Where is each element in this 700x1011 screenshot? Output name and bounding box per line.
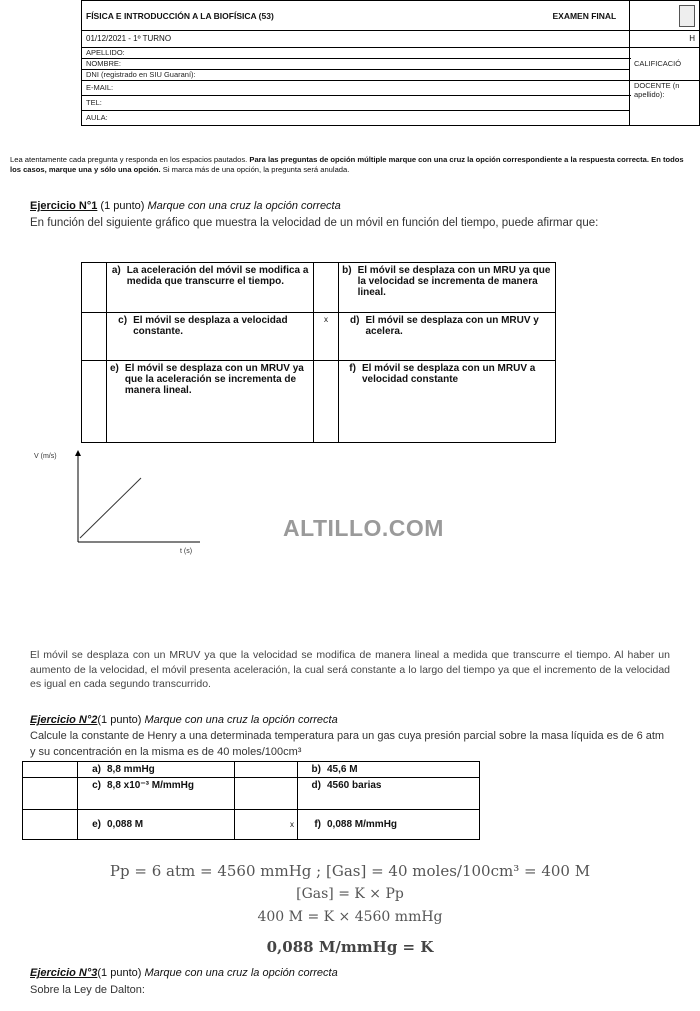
instructions-b: Para las preguntas de opción múltiple marque con una cruz la opción correspondiente a la respuesta correcta. En todos los casos, marque una y sólo una opción. (10, 155, 684, 174)
ex1-mark-b[interactable] (314, 263, 339, 313)
ex2-letter-c: c) (92, 780, 101, 791)
ex2-math-4: 0,088 M/mmHg = K (266, 938, 434, 956)
graph-y-arrow (75, 450, 81, 456)
ex1-instruction: Marque con una cruz la opción correcta (147, 200, 341, 212)
ex2-letter-d: d) (311, 780, 321, 791)
ex1-letter-d: d) (350, 315, 360, 326)
graph-xlabel: t (s) (180, 548, 193, 555)
ex1-option-d: El móvil se desplaza con un MRUV y acelera. (365, 315, 539, 337)
ex1-option-a: La aceleración del móvil se modifica a medida que transcurre el tiempo. (126, 265, 309, 287)
velocity-time-graph (30, 446, 210, 561)
ex2-heading (30, 714, 338, 726)
ex2-mark-f[interactable]: x (235, 810, 298, 840)
ex2-option-f: 0,088 M/mmHg (327, 819, 398, 830)
ex1-heading (30, 200, 341, 212)
right-letter: H (630, 31, 700, 48)
instructions-a: Lea atentamente cada pregunta y responda en los espacios pautados. (10, 155, 248, 164)
ex1-question: En función del siguiente gráfico que muestra la velocidad de un móvil en función del tiempo, puede afirmar que: (30, 217, 599, 229)
field-dni: DNI (registrado en SIU Guaraní): (82, 70, 630, 81)
field-nombre: NOMBRE: (82, 59, 630, 70)
field-email: E-MAIL: (82, 81, 630, 96)
ex1-options-table (81, 262, 556, 443)
instructions (10, 155, 690, 175)
exam-header (81, 0, 700, 126)
ex3-points: (1 punto) (97, 967, 145, 979)
ex3-title: Ejercicio N°3 (30, 967, 98, 979)
docente-label: DOCENTE (n apellido): (630, 81, 700, 126)
ex2-question: Calcule la constante de Henry a una determinada temperatura para un gas cuya presión parcial sobre la masa líquida es de 6 atm y su concentración en la misma es de 40 moles/100cm³ (30, 730, 665, 758)
ex2-math-2: [Gas] = K × Pp (296, 886, 404, 902)
ex2-letter-b: b) (311, 764, 321, 775)
course-title: FÍSICA E INTRODUCCIÓN A LA BIOFÍSICA (53) (86, 10, 274, 21)
ex2-options-table (22, 761, 480, 840)
ex1-letter-f: f) (349, 363, 356, 374)
watermark: ALTILLO.COM (283, 515, 444, 541)
ex1-option-c: El móvil se desplaza a velocidad constante. (133, 315, 288, 337)
calificacion-label: CALIFICACIÓ (630, 48, 700, 81)
ex1-letter-a: a) (111, 265, 121, 276)
field-apellido: APELLIDO: (82, 48, 630, 59)
ex1-option-b: El móvil se desplaza con un MRU ya que la velocidad se incrementa de manera lineal. (357, 265, 551, 298)
ex1-answer: El móvil se desplaza con un MRUV ya que la velocidad se modifica de manera lineal a medida que transcurre el tiempo. Al haber un aumento de la velocidad, el móvil presenta aceleración, la cual será constante a lo largo del tiempo ya que el incremento de la velocidad es igual en cada segundo transcurrido. (30, 649, 670, 690)
ex2-option-a: 8,8 mmHg (107, 764, 155, 775)
ex2-title: Ejercicio N°2 (30, 714, 98, 726)
field-aula: AULA: (82, 111, 630, 126)
ex1-letter-c: c) (118, 315, 128, 326)
graph-line (80, 478, 141, 538)
ex1-option-e: El móvil se desplaza con un MRUV ya que la aceleración se incrementa de manera lineal. (124, 363, 304, 396)
field-tel: TEL: (82, 96, 630, 111)
ex2-instruction: Marque con una cruz la opción correcta (144, 714, 338, 726)
ex2-option-c: 8,8 x10⁻³ M/mmHg (107, 780, 194, 791)
exam-date: 01/12/2021 - 1º TURNO (82, 31, 630, 48)
ex3-question: Sobre la Ley de Dalton: (30, 984, 145, 996)
ex2-option-d: 4560 barias (327, 780, 382, 791)
ex1-mark-a[interactable] (82, 263, 107, 313)
ex1-mark-d[interactable]: x (314, 313, 339, 361)
ex3-instruction: Marque con una cruz la opción correcta (144, 967, 338, 979)
ex2-math-1: Pp = 6 atm = 4560 mmHg ; [Gas] = 40 moles/100cm³ = 400 M (109, 862, 591, 880)
ex2-option-b: 45,6 M (327, 764, 358, 775)
ex1-letter-b: b) (342, 265, 352, 276)
graph-ylabel: V (m/s) (34, 453, 57, 460)
exam-title: EXAMEN FINAL (552, 10, 617, 21)
ex2-letter-a: a) (92, 764, 101, 775)
ex2-points: (1 punto) (97, 714, 145, 726)
instructions-c: Si marca más de una opción, la pregunta será anulada. (162, 165, 350, 174)
university-logo (679, 5, 695, 27)
ex1-option-f: El móvil se desplaza con un MRUV a velocidad constante (361, 363, 536, 385)
ex2-letter-f: f) (314, 819, 321, 830)
ex1-title: Ejercicio N°1 (30, 200, 98, 212)
ex3-heading (30, 967, 338, 979)
ex2-letter-e: e) (92, 819, 101, 830)
ex1-points: (1 punto) (97, 200, 148, 212)
ex1-letter-e: e) (110, 363, 119, 374)
ex2-math-3: 400 M = K × 4560 mmHg (257, 909, 443, 925)
ex2-option-e: 0,088 M (107, 819, 144, 830)
